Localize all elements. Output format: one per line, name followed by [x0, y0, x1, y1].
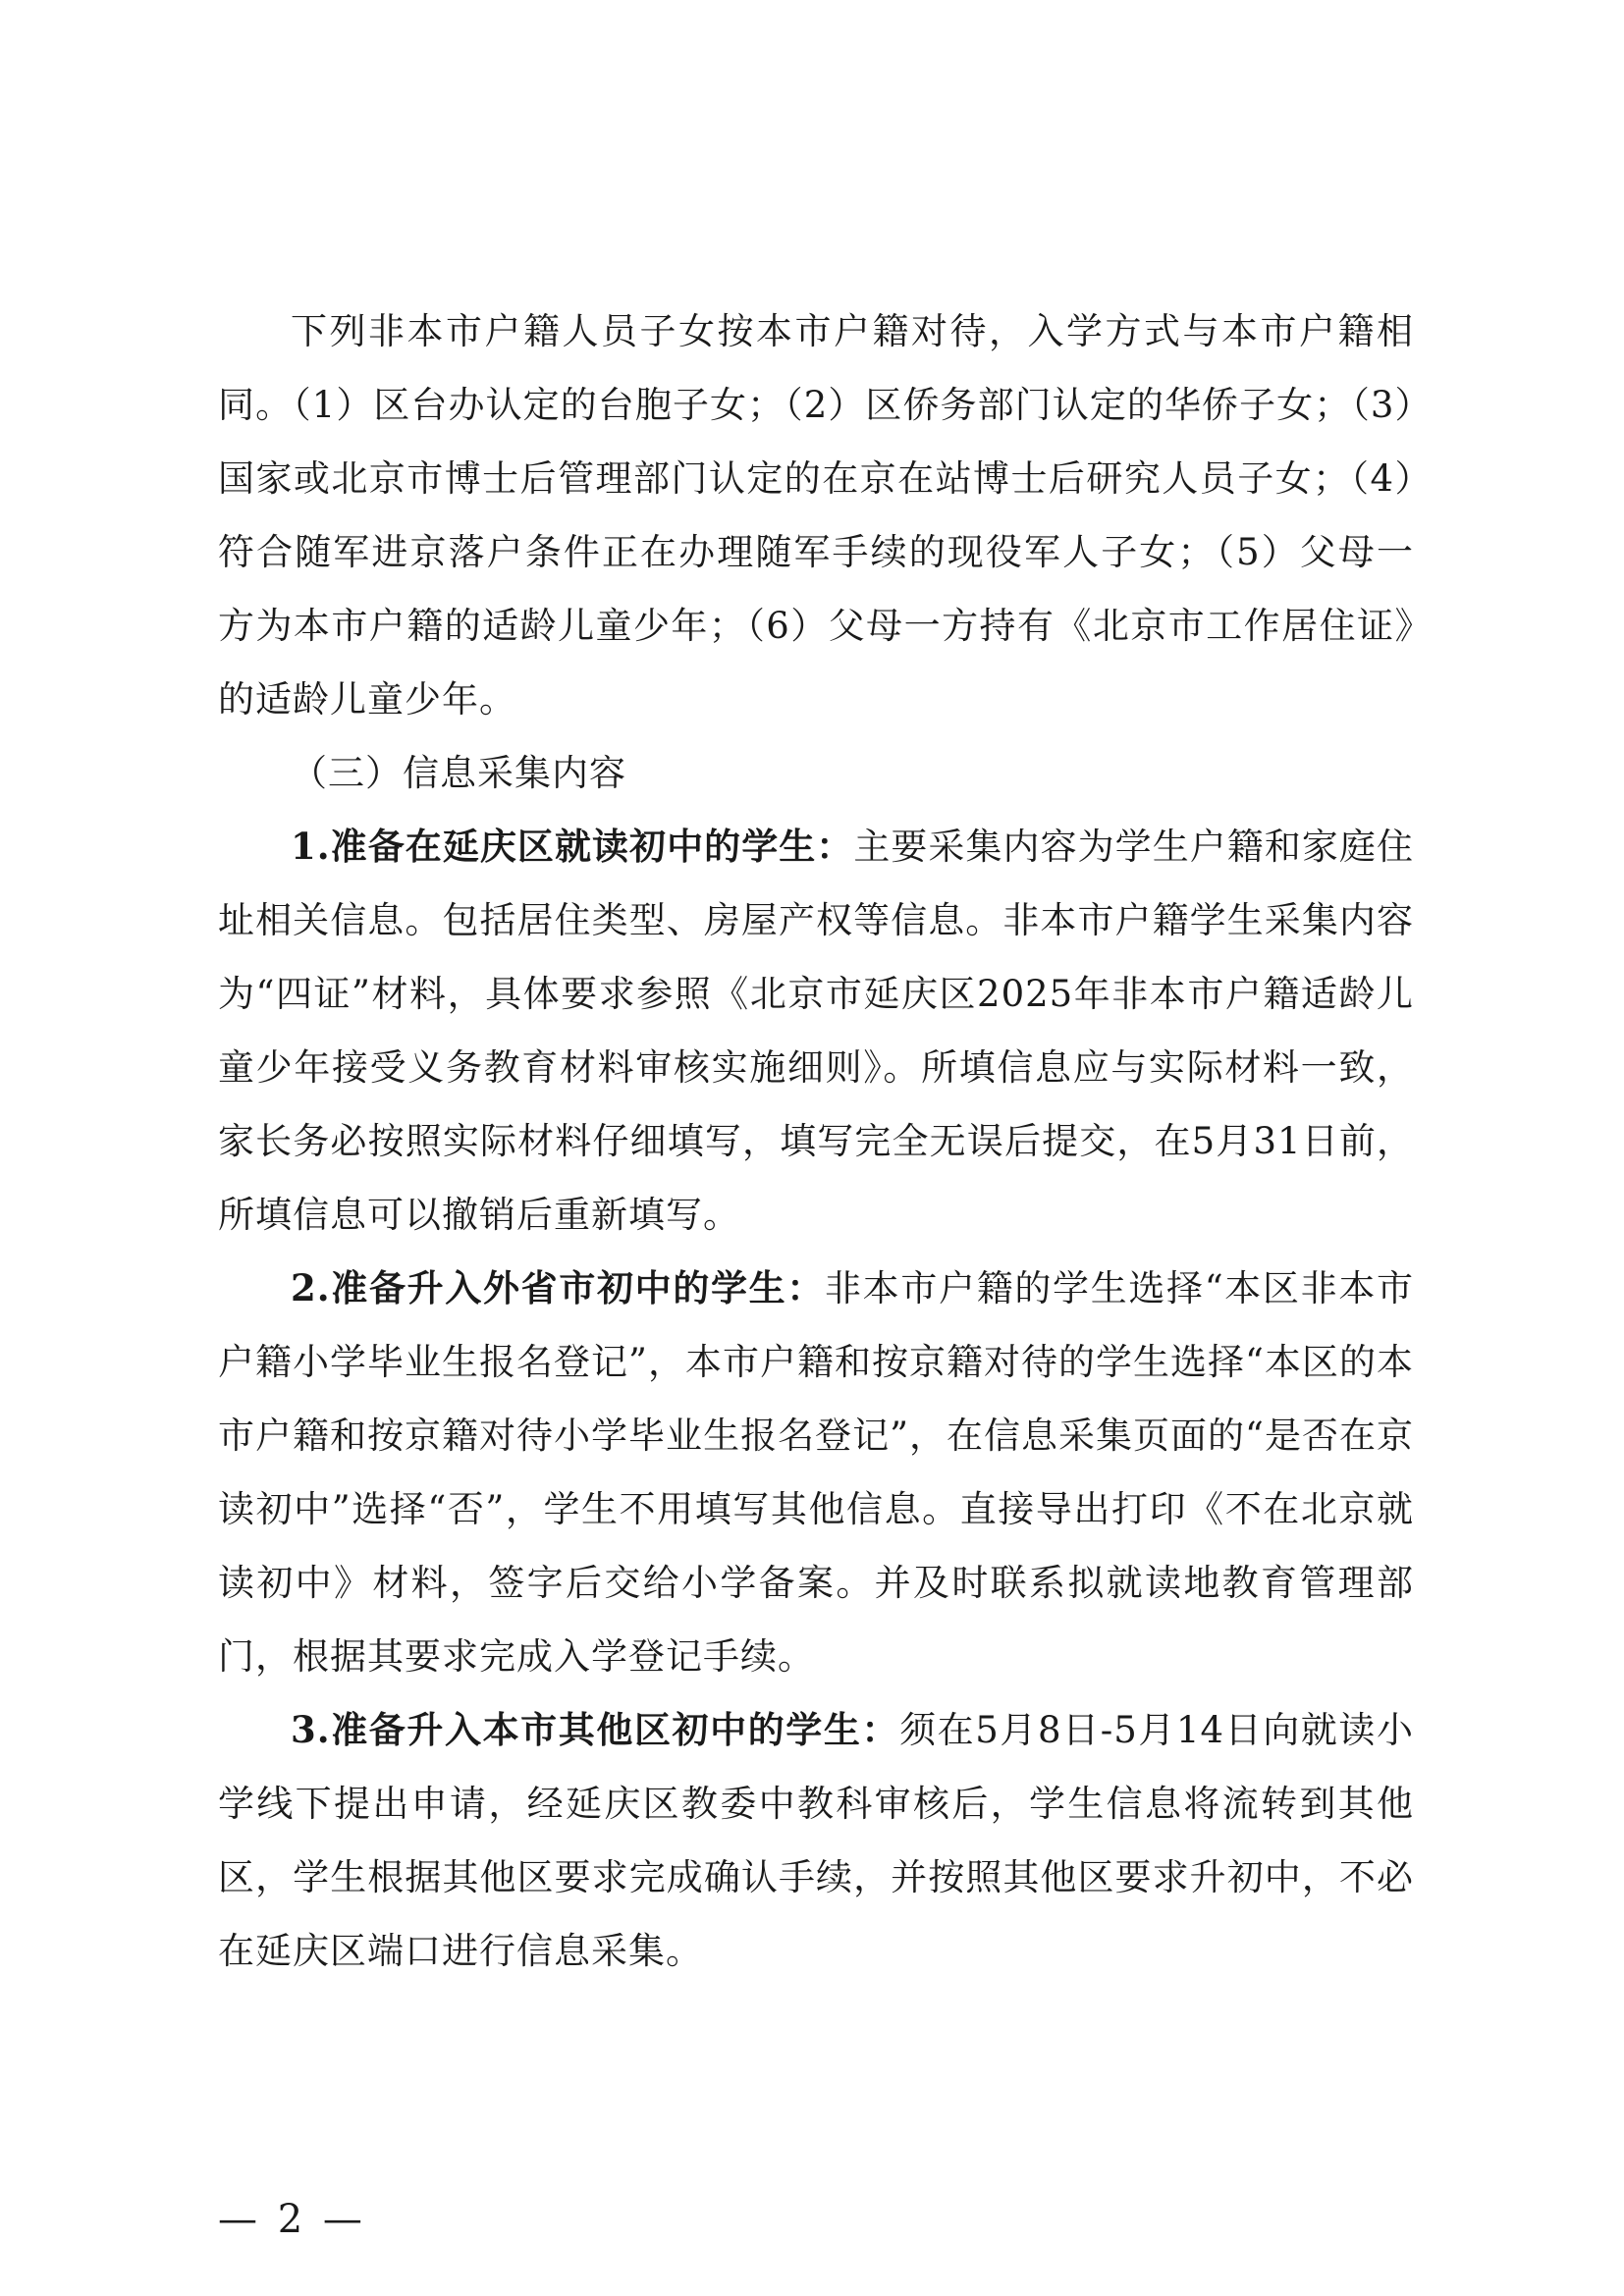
paragraph-text: 须在5月8日-5月14日向就读小学线下提出申请，经延庆区教委中教科审核后，学生信息将流转到其他区，学生根据其他区要求完成确认手续，并按照其他区要求升初中，不必在延庆区端口进行信息采集。	[218, 1709, 1414, 1972]
paragraph-text: 主要采集内容为学生户籍和家庭住址相关信息。包括居住类型、房屋产权等信息。非本市户籍学生采集内容为“四证”材料，具体要求参照《北京市延庆区2025年非本市户籍适龄儿童少年接受义务教育材料审核实施细则》。所填信息应与实际材料一致，家长务必按照实际材料仔细填写，填写完全无误后提交，在5月31日前，所填信息可以撤销后重新填写。	[218, 826, 1414, 1236]
paragraph-other-district-students	[218, 1693, 1414, 1988]
paragraph-beijing-registry-equivalents	[218, 294, 1414, 736]
paragraph-lead: 1.准备在延庆区就读初中的学生：	[291, 825, 854, 868]
paragraph-lead: 2.准备升入外省市初中的学生：	[291, 1266, 826, 1309]
page-number: — 2 —	[218, 2197, 366, 2242]
paragraph-yanqing-students	[218, 810, 1414, 1252]
paragraph-other-province-students	[218, 1252, 1414, 1693]
document-body	[218, 294, 1414, 1988]
paragraph-text: 非本市户籍的学生选择“本区非本市户籍小学毕业生报名登记”，本市户籍和按京籍对待的学生选择“本区的本市户籍和按京籍对待小学毕业生报名登记”，在信息采集页面的“是否在京读初中”选择“否”，学生不用填写其他信息。直接导出打印《不在北京就读初中》材料，签字后交给小学备案。并及时联系拟就读地教育管理部门，根据其要求完成入学登记手续。	[218, 1267, 1414, 1678]
section-heading-text: （三）信息采集内容	[291, 752, 626, 794]
paragraph-lead: 3.准备升入本市其他区初中的学生：	[291, 1708, 900, 1751]
section-heading-info-collection	[218, 736, 1414, 810]
paragraph-text: 下列非本市户籍人员子女按本市户籍对待，入学方式与本市户籍相同。（1）区台办认定的台胞子女；（2）区侨务部门认定的华侨子女；（3）国家或北京市博士后管理部门认定的在京在站博士后研究人员子女；（4）符合随军进京落户条件正在办理随军手续的现役军人子女；（5）父母一方为本市户籍的适龄儿童少年；（6）父母一方持有《北京市工作居住证》的适龄儿童少年。	[218, 310, 1414, 721]
